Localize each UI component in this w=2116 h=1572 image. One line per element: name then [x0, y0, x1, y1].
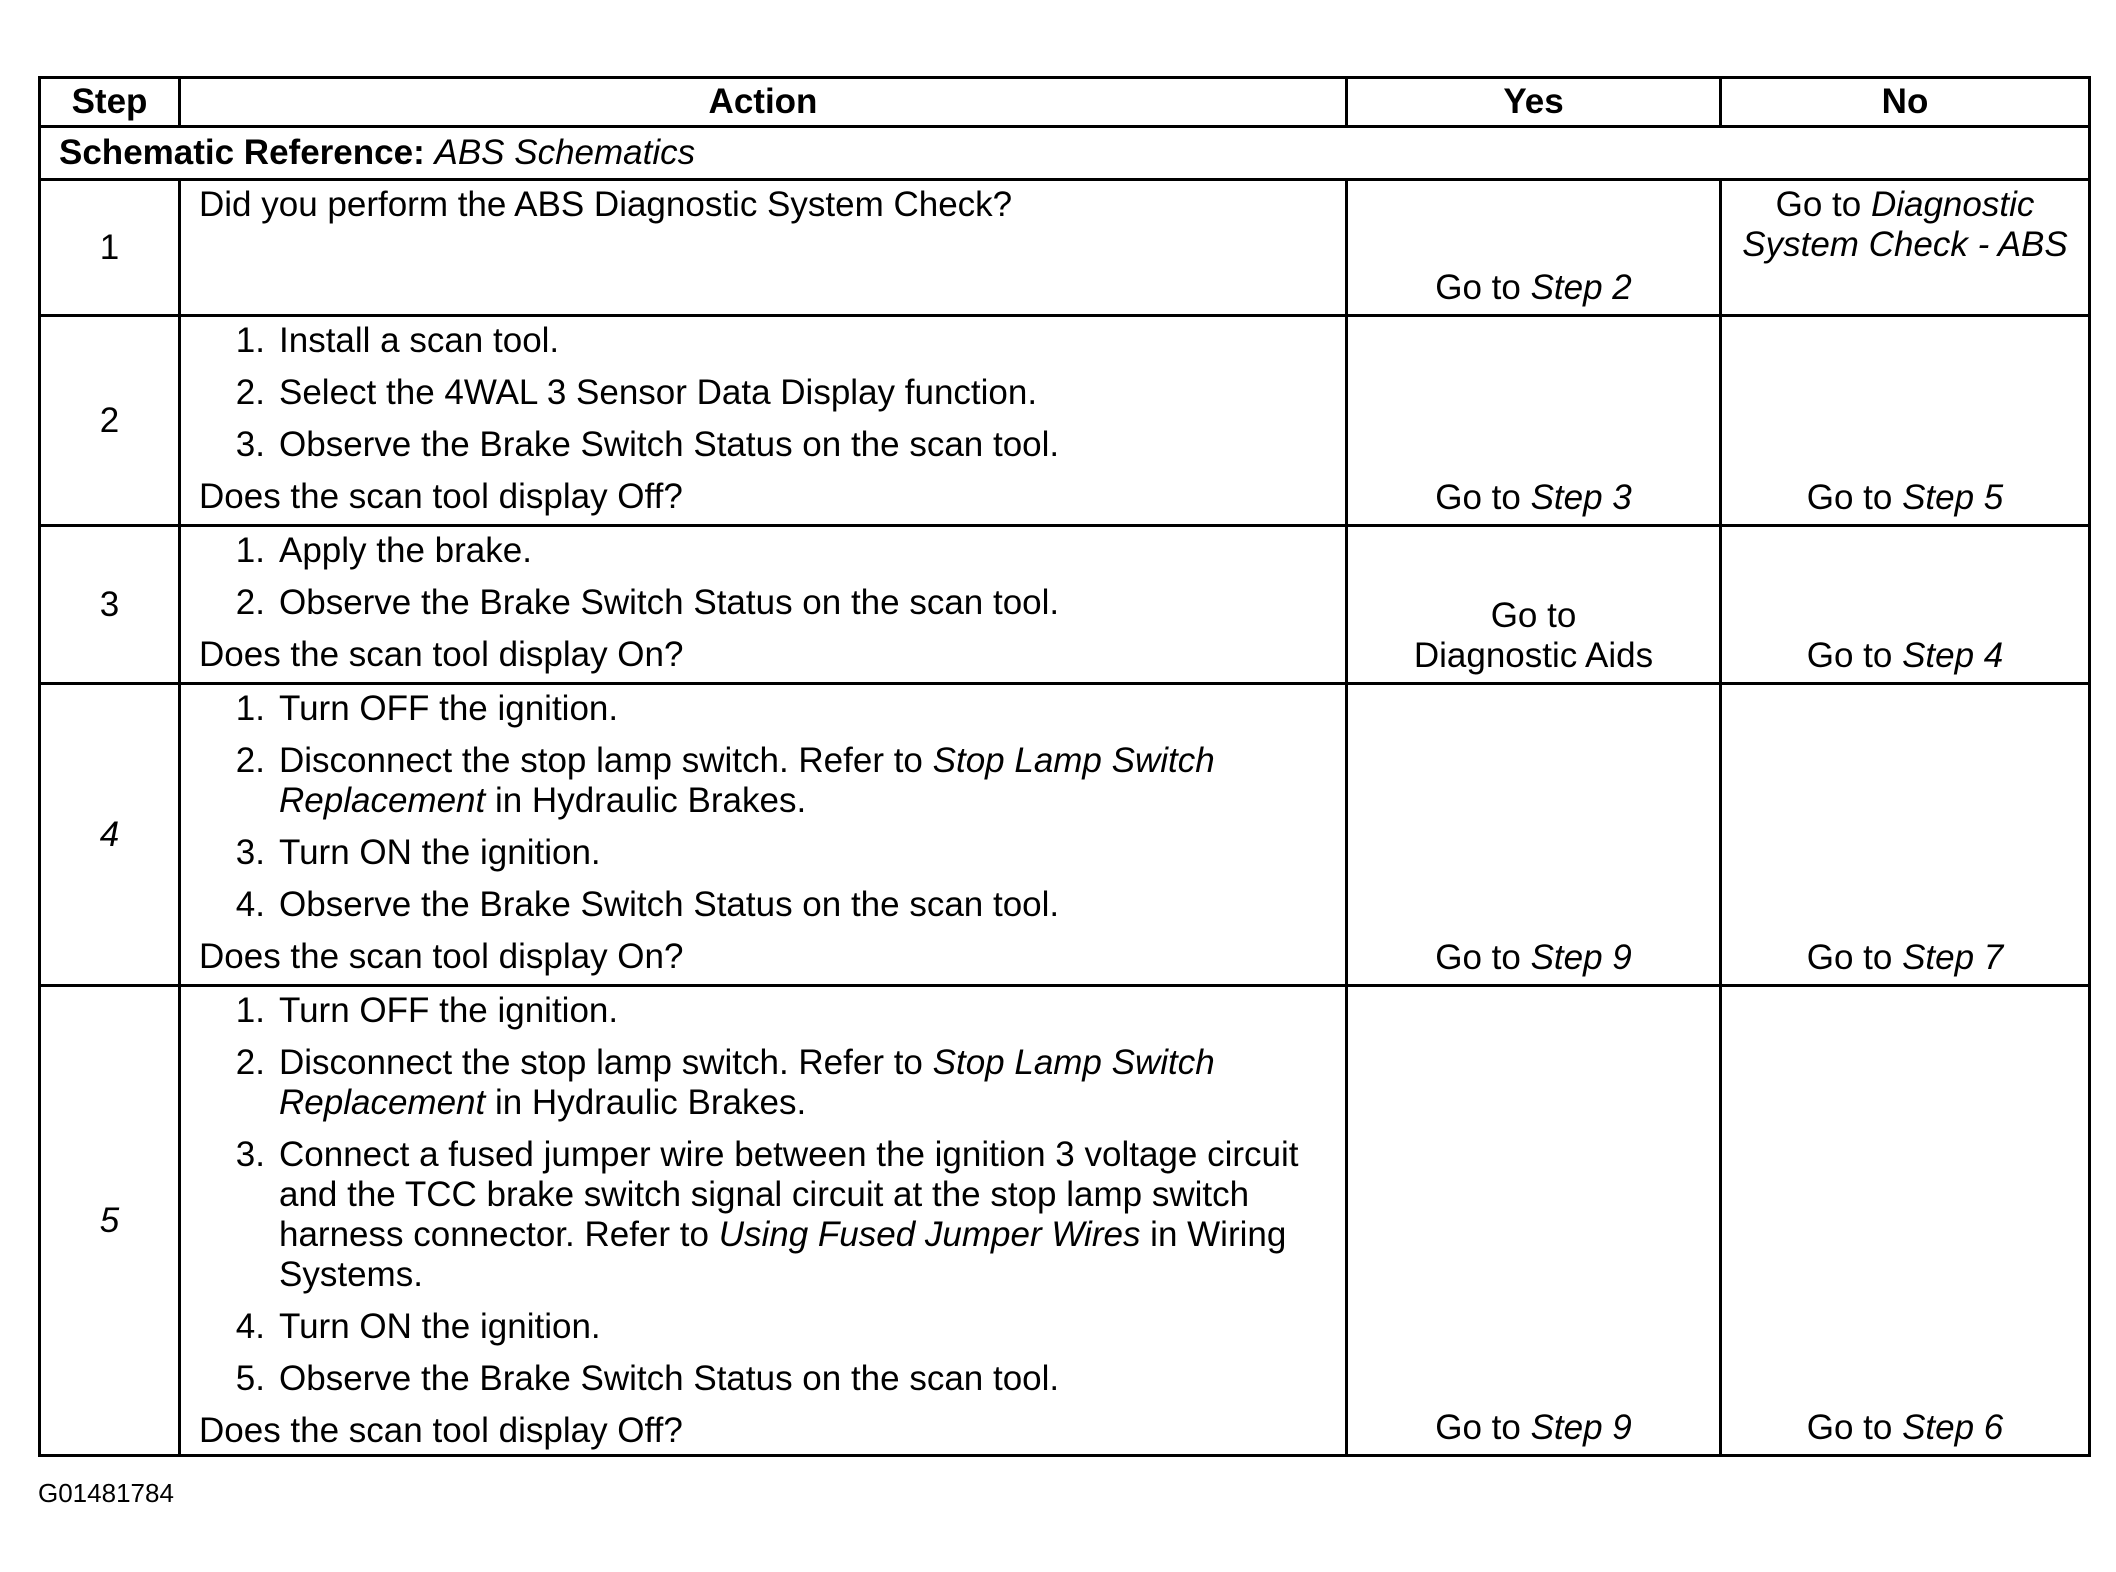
reference-link[interactable]: Using Fused Jumper Wires [718, 1215, 1141, 1254]
action-question: Does the scan tool display On? [199, 937, 684, 976]
yes-link[interactable]: Step 9 [1530, 938, 1632, 977]
no-link[interactable]: Diagnostic [1870, 185, 2035, 224]
action-item: 5. Observe the Brake Switch Status on the scan tool. [235, 1359, 1060, 1398]
yes-link[interactable]: Step 2 [1530, 268, 1632, 307]
yes-prefix: Go to [1435, 938, 1521, 977]
header-row [40, 78, 2090, 127]
figure-id: G01481784 [38, 1478, 174, 1508]
action-item: 4. Turn ON the ignition. [235, 1307, 601, 1346]
action-cell [180, 684, 1347, 986]
step-number: 2 [40, 316, 180, 526]
diagnostic-table [38, 76, 2091, 1457]
step-number: 5 [40, 986, 180, 1456]
action-item: 2. Disconnect the stop lamp switch. Refer to Stop Lamp Switch Replacement in Hydraulic Brakes. [235, 741, 1215, 820]
no-cell [1721, 986, 2090, 1456]
no-cell [1721, 526, 2090, 684]
action-item: 1. Install a scan tool. [235, 321, 560, 360]
header-no: No [1721, 78, 2090, 127]
action-item: 1. Turn OFF the ignition. [235, 689, 619, 728]
yes-cell [1347, 180, 1721, 316]
step-number: 3 [40, 526, 180, 684]
no-link[interactable]: Step 6 [1902, 1408, 2004, 1447]
step-row-3 [40, 526, 2090, 684]
no-link[interactable]: Step 5 [1902, 478, 2004, 517]
schematic-reference-link[interactable]: ABS Schematics [434, 133, 696, 172]
action-item: 2. Select the 4WAL 3 Sensor Data Display function. [235, 373, 1038, 412]
action-cell [180, 316, 1347, 526]
step-row-5 [40, 986, 2090, 1456]
no-prefix: Go to [1775, 185, 1862, 224]
header-action: Action [180, 78, 1347, 127]
schematic-reference-label: Schematic Reference: [59, 133, 425, 172]
action-item: 2. Disconnect the stop lamp switch. Refer to Stop Lamp Switch Replacement in Hydraulic Brakes. [235, 1043, 1215, 1122]
yes-link[interactable]: Step 3 [1530, 478, 1632, 517]
action-question: Does the scan tool display Off? [199, 477, 683, 516]
no-link[interactable]: Step 7 [1902, 938, 2004, 977]
action-item: 1. Turn OFF the ignition. [235, 991, 619, 1030]
header-step: Step [40, 78, 180, 127]
no-prefix: Go to [1806, 1408, 1893, 1447]
schematic-reference-row [40, 127, 2090, 180]
yes-prefix: Go to [1435, 478, 1521, 517]
step-row-1 [40, 180, 2090, 316]
action-question: Did you perform the ABS Diagnostic System Check? [199, 185, 1013, 224]
action-item: 2. Observe the Brake Switch Status on the scan tool. [235, 583, 1060, 622]
no-cell [1721, 684, 2090, 986]
no-link-continued[interactable]: System Check - ABS [1742, 225, 2068, 264]
yes-cell [1347, 684, 1721, 986]
reference-link[interactable]: Stop Lamp Switch Replacement [279, 1043, 1215, 1122]
no-prefix: Go to [1806, 938, 1893, 977]
header-yes: Yes [1347, 78, 1721, 127]
action-item: 1. Apply the brake. [235, 531, 532, 570]
step-number: 4 [40, 684, 180, 986]
action-item: 3. Connect a fused jumper wire between the ignition 3 voltage circuit and the TCC brake switch signal circuit at the stop lamp switch harness connector. Refer to Using Fused Jumper Wires in Wiring Systems. [235, 1135, 1299, 1294]
step-number: 1 [40, 180, 180, 316]
action-item: 3. Observe the Brake Switch Status on the scan tool. [235, 425, 1060, 464]
action-item: 4. Observe the Brake Switch Status on the scan tool. [235, 885, 1060, 924]
yes-link[interactable]: Diagnostic Aids [1413, 636, 1654, 675]
action-question: Does the scan tool display Off? [199, 1411, 683, 1450]
action-cell [180, 180, 1347, 316]
yes-cell [1347, 526, 1721, 684]
step-row-2 [40, 316, 2090, 526]
action-cell [180, 526, 1347, 684]
yes-prefix: Go to [1435, 268, 1521, 307]
no-prefix: Go to [1806, 636, 1893, 675]
no-cell [1721, 180, 2090, 316]
yes-cell [1347, 986, 1721, 1456]
yes-link[interactable]: Step 9 [1530, 1408, 1632, 1447]
yes-prefix: Go to [1490, 596, 1577, 635]
no-cell [1721, 316, 2090, 526]
action-cell [180, 986, 1347, 1456]
reference-link[interactable]: Stop Lamp Switch Replacement [279, 741, 1215, 820]
no-link[interactable]: Step 4 [1902, 636, 2004, 675]
action-question: Does the scan tool display On? [199, 635, 684, 674]
step-row-4 [40, 684, 2090, 986]
no-prefix: Go to [1806, 478, 1893, 517]
action-item: 3. Turn ON the ignition. [235, 833, 601, 872]
yes-prefix: Go to [1435, 1408, 1521, 1447]
yes-cell [1347, 316, 1721, 526]
